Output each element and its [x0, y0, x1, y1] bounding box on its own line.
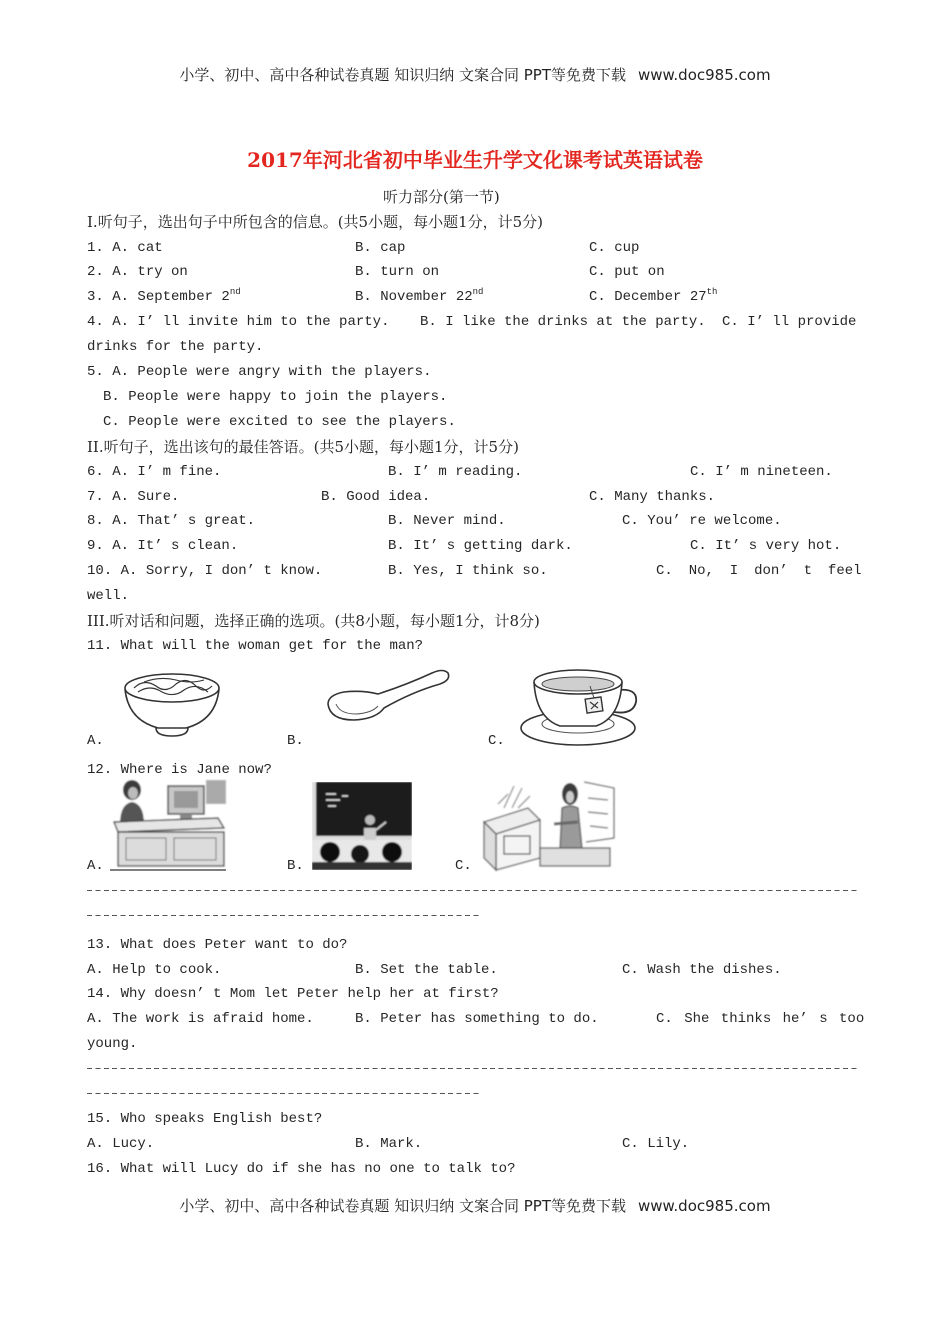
q9-option-b: B. It’ s getting dark.: [388, 538, 573, 554]
q14-option-c-continued: young.: [87, 1036, 138, 1052]
cup-of-tea-icon: [518, 660, 640, 748]
q2-number: 2.: [87, 264, 104, 280]
q15-question: [87, 1109, 322, 1129]
q10-a-text: A. Sorry, I don’ t know.: [120, 563, 323, 579]
q1-number: 1.: [87, 240, 104, 256]
q4-option-b: B. I like the drinks at the party.: [420, 314, 706, 330]
q4-option-a: [87, 312, 389, 332]
section-subtitle: 听力部分(第一节): [383, 188, 500, 206]
q1-option-c: C. cup: [589, 240, 640, 256]
q2-option-a: [87, 262, 188, 282]
q15-option-c: C. Lily.: [622, 1136, 690, 1152]
q15-text: Who speaks English best?: [120, 1111, 323, 1127]
q7-option-a: [87, 487, 179, 507]
q13-option-c: C. Wash the dishes.: [622, 962, 782, 978]
q7-number: 7.: [87, 489, 104, 505]
q1-a-text: A. cat: [112, 240, 163, 256]
q5-a-text: A. People were angry with the players.: [112, 364, 432, 380]
q15-option-b: B. Mark.: [355, 1136, 423, 1152]
q14-text: Why doesn’ t Mom let Peter help her at first?: [120, 986, 499, 1002]
page-title: 2017年河北省初中毕业生升学文化课考试英语试卷: [247, 148, 703, 172]
header-url: www.doc985.com: [637, 66, 771, 84]
q16-question: [87, 1159, 516, 1179]
footer-url: www.doc985.com: [637, 1197, 771, 1215]
q16-number: 16.: [87, 1161, 113, 1177]
dashed-separator: [87, 1093, 480, 1094]
q14-option-b: B. Peter has something to do.: [355, 1011, 599, 1027]
q3-number: 3.: [87, 289, 104, 305]
q2-option-b: B. turn on: [355, 264, 440, 280]
q5-number: 5.: [87, 364, 104, 380]
q9-number: 9.: [87, 538, 104, 554]
q11-label-a: A.: [87, 733, 104, 749]
q3-option-b: [355, 287, 483, 307]
q8-option-b: B. Never mind.: [388, 513, 506, 529]
dashed-separator: [87, 915, 480, 916]
q13-question: [87, 935, 347, 955]
q12-number: 12.: [87, 762, 113, 778]
q1-option-b: B. cap: [355, 240, 406, 256]
q3-c-suffix: th: [706, 287, 718, 297]
q9-option-c: C. It’ s very hot.: [690, 538, 842, 554]
q4-option-c: C. I’ ll provide: [722, 314, 857, 330]
room-picture: [478, 778, 618, 872]
q13-option-a: A. Help to cook.: [87, 962, 222, 978]
q9-option-a: [87, 536, 238, 556]
q3-option-a: [87, 287, 241, 307]
part2-heading: II.听句子，选出该句的最佳答语。(共5小题，每小题1分，计5分): [87, 438, 519, 456]
part3-heading: III.听对话和问题，选择正确的选项。(共8小题，每小题1分，计8分): [87, 612, 540, 630]
q3-c-text: C. December 27: [589, 289, 707, 305]
q8-option-c: C. You’ re welcome.: [622, 513, 782, 529]
q12-label-c: C.: [455, 858, 472, 874]
q6-a-text: A. I’ m fine.: [112, 464, 222, 480]
q16-text: What will Lucy do if she has no one to talk to?: [120, 1161, 516, 1177]
q2-option-c: C. put on: [589, 264, 665, 280]
q10-option-b: B. Yes, I think so.: [388, 563, 548, 579]
q11-text: What will the woman get for the man?: [120, 638, 424, 654]
q15-option-a: A. Lucy.: [87, 1136, 155, 1152]
q11-number: 11.: [87, 638, 113, 654]
bowl-of-noodles-icon: [120, 662, 225, 748]
q8-option-a: [87, 511, 255, 531]
q12-label-b: B.: [287, 858, 304, 874]
q12-text: Where is Jane now?: [120, 762, 272, 778]
q7-a-text: A. Sure.: [112, 489, 180, 505]
dashed-separator: [87, 1068, 857, 1069]
q10-option-c: C. No, I don’ t feel: [656, 563, 862, 579]
q4-option-c-continued: drinks for the party.: [87, 339, 264, 355]
q15-number: 15.: [87, 1111, 113, 1127]
page-footer: [0, 1196, 950, 1216]
q14-option-c: C. She thinks he’ s too: [656, 1011, 865, 1027]
q11-label-c: C.: [488, 733, 505, 749]
q5-option-a: [87, 362, 431, 382]
q14-number: 14.: [87, 986, 113, 1002]
classroom-picture: [312, 782, 412, 870]
q12-question: [87, 760, 272, 780]
q7-option-b: B. Good idea.: [321, 489, 431, 505]
part1-heading: I.听句子，选出句子中所包含的信息。(共5小题，每小题1分，计5分): [87, 213, 544, 231]
q11-question: [87, 636, 423, 656]
q13-option-b: B. Set the table.: [355, 962, 498, 978]
q13-number: 13.: [87, 937, 113, 953]
office-desk-picture: [108, 778, 228, 872]
q3-b-suffix: nd: [472, 287, 484, 297]
q8-number: 8.: [87, 513, 104, 529]
q10-number: 10.: [87, 563, 113, 579]
q3-a-suffix: nd: [229, 287, 241, 297]
q13-text: What does Peter want to do?: [120, 937, 348, 953]
q7-option-c: C. Many thanks.: [589, 489, 716, 505]
q3-b-text: B. November 22: [355, 289, 473, 305]
q4-number: 4.: [87, 314, 104, 330]
q3-a-text: A. September 2: [112, 289, 230, 305]
q8-a-text: A. That’ s great.: [112, 513, 256, 529]
q1-option-a: [87, 238, 163, 258]
footer-text: 小学、初中、高中各种试卷真题 知识归纳 文案合同 PPT等免费下载: [179, 1197, 626, 1215]
q10-option-c-continued: well.: [87, 588, 130, 604]
q12-label-a: A.: [87, 858, 104, 874]
q6-number: 6.: [87, 464, 104, 480]
q3-option-c: [589, 287, 717, 307]
q9-a-text: A. It’ s clean.: [112, 538, 239, 554]
header-text: 小学、初中、高中各种试卷真题 知识归纳 文案合同 PPT等免费下载: [179, 66, 626, 84]
q14-option-a: A. The work is afraid home.: [87, 1011, 314, 1027]
q11-label-b: B.: [287, 733, 304, 749]
q6-option-c: C. I’ m nineteen.: [690, 464, 833, 480]
q2-a-text: A. try on: [112, 264, 188, 280]
dashed-separator: [87, 890, 857, 891]
spoon-icon: [322, 668, 454, 726]
q5-option-c: C. People were excited to see the players.: [103, 414, 456, 430]
q6-option-b: B. I’ m reading.: [388, 464, 523, 480]
q14-question: [87, 984, 499, 1004]
q5-option-b: B. People were happy to join the players.: [103, 389, 448, 405]
q4-a-text: A. I’ ll invite him to the party.: [112, 314, 390, 330]
q10-option-a: [87, 561, 322, 581]
page-header: [0, 65, 950, 85]
q6-option-a: [87, 462, 221, 482]
